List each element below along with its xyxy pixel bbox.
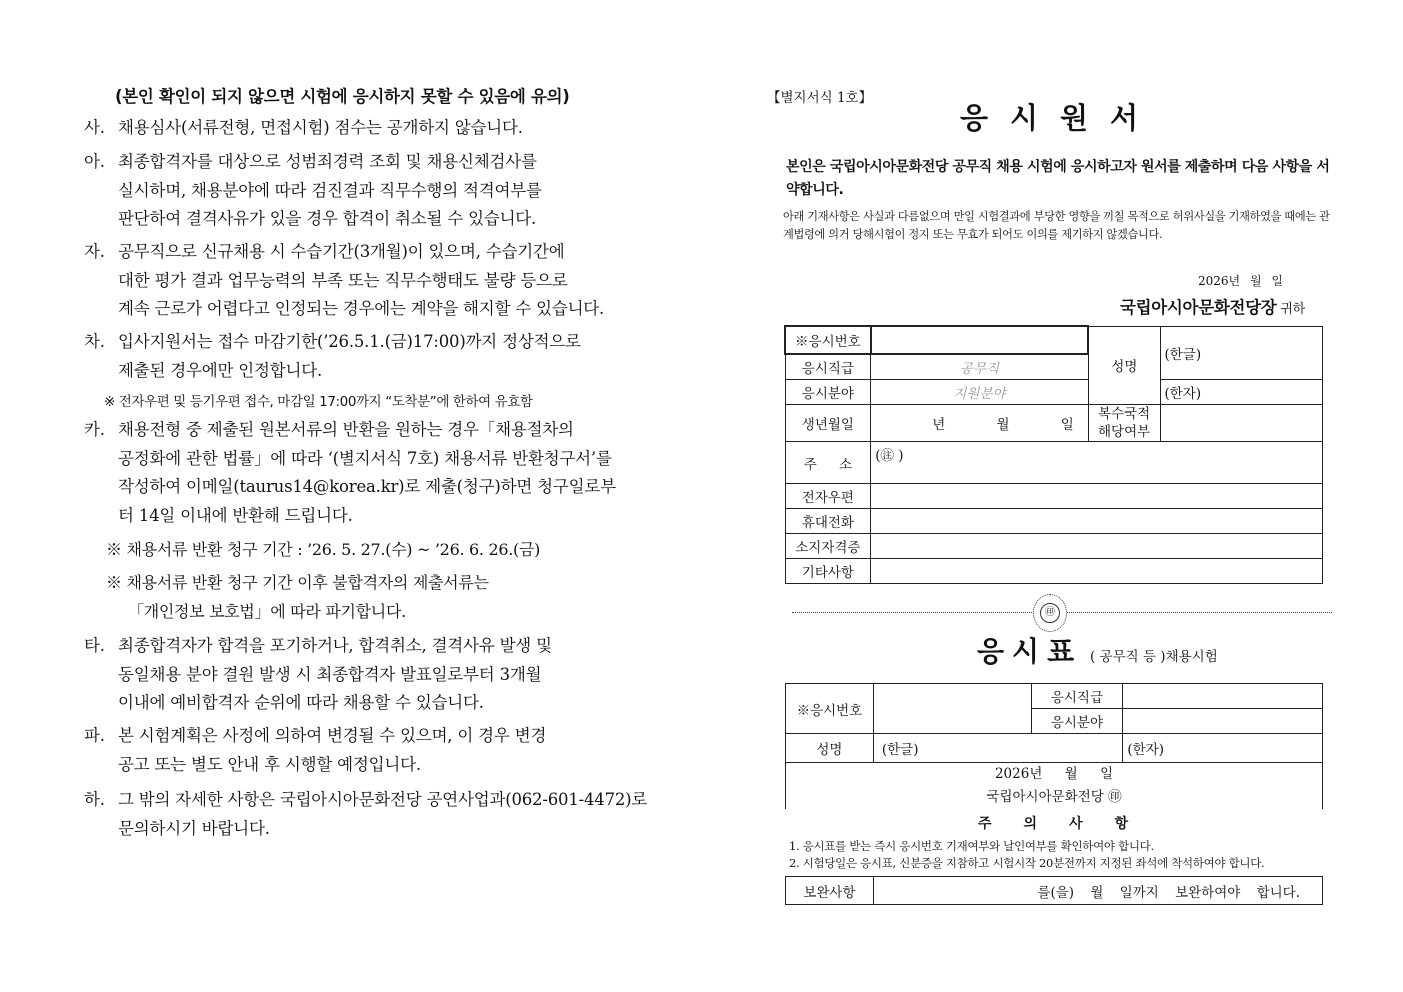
pledge-statement: 본인은 국립아시아문화전당 공무직 채용 시험에 응시하고자 원서를 제출하며 다음 사항을 서약합니다. [786,159,1330,198]
item-line: 공정화에 관한 법률」에 따라 ‘(별지서식 7호) 채용서류 반환청구서’를 [118,448,612,468]
field-label: 응시분야 [785,380,871,405]
item-marker: 카. [84,420,105,439]
ticket-exam-no-label: ※응시번호 [786,684,874,734]
item-line: 대한 평가 결과 업무능력의 부족 또는 직무수행태도 불량 등으로 [118,270,568,290]
ticket-job-grade-field[interactable] [1123,684,1323,709]
birth-year: 년 [932,417,946,433]
address-field[interactable] [871,442,1323,484]
pledge-text: 아래 기재사항은 사실과 다름없으며 만일 시험결과에 부당한 영향을 끼칠 목적으로 허위사실을 기재하였을 때에는 관계법령에 의거 당해시험이 정지 또는 무효가 되어도 이의를 제기하지 않겠습니다. [783,210,1330,241]
seal-mark [1033,594,1067,632]
email-field[interactable] [871,484,1323,509]
supplement-field[interactable]: 를(을) 월 일까지 보완하여야 합니다. [873,877,1322,905]
birth-month: 월 [996,417,1010,433]
item-line: 입사지원서는 접수 마감기한(’26.5.1.(금)17:00)까지 정상적으로 [118,332,581,351]
certificate-label: 소지자격증 [785,534,871,559]
ticket-issue-cell [786,763,1323,810]
item-line: 최종합격자를 대상으로 성범죄경력 조회 및 채용신체검사를 [118,152,537,171]
item-marker: 사. [84,118,105,137]
destroy-note: 「개인정보 보호법」에 따라 파기합니다. [128,602,406,621]
item-line: 실시하며, 채용분야에 따라 검진결과 직무수행의 적격여부를 [118,180,542,200]
seal-icon: ㊞ [1040,603,1060,623]
application-title: 응시원서 [960,101,1161,135]
destroy-note: ※ 채용서류 반환 청구 기간 이후 불합격자의 제출서류는 [106,573,489,592]
list-item [84,722,639,779]
job-grade-label: 응시직급 [785,354,871,380]
ticket-name-label: 성명 [786,734,874,763]
ticket-name-hanja-field[interactable]: (한자) [1123,734,1323,763]
ticket-exam-no-field[interactable] [873,684,1031,734]
job-grade-field[interactable]: 공무직 [871,354,1088,380]
form-number: 【별지서식 1호】 [767,90,873,106]
list-item [84,416,639,530]
ticket-job-grade-label: 응시직급 [1031,684,1123,709]
notice-item: 1. 응시표를 받는 즉시 응시번호 기재여부와 날인여부를 확인하여야 합니다. [789,839,1154,853]
notice-item: 2. 시험당일은 응시표, 신분증을 지참하고 시험시작 20분전까지 지정된 좌석에 착석하여야 합니다. [789,856,1265,870]
ticket-field-field[interactable] [1123,709,1323,734]
item-line: 공고 또는 별도 안내 후 시행할 예정입니다. [118,754,421,774]
ticket-title: 응시표 [977,635,1083,668]
email-label: 전자우편 [785,484,871,509]
item-line: 공무직으로 신규채용 시 수습기간(3개월)이 있으며, 수습기간에 [118,242,565,261]
item-marker: 아. [84,152,105,171]
list-item [84,238,639,324]
birth-day: 일 [1060,417,1074,433]
certificate-field[interactable] [871,534,1323,559]
item-line: 터 14일 이내에 반환해 드립니다. [118,505,353,525]
supplement-label: 보완사항 [786,877,874,905]
list-item [84,632,639,718]
addressee [1120,294,1305,318]
item-marker: 파. [84,726,105,745]
other-label: 기타사항 [785,559,871,584]
item-line: 그 밖의 자세한 사항은 국립아시아문화전당 공연사업과(062-601-4472)로 [118,790,648,809]
item-line: 채용전형 중 제출된 원본서류의 반환을 원하는 경우「채용절차의 [118,420,574,439]
field-field[interactable]: 지원분야 [871,380,1088,405]
dual-nationality-label: 복수국적 해당여부 [1088,405,1160,442]
ticket-issuer: 국립아시아문화전당 ㊞ [986,789,1122,805]
dual-nationality-field[interactable] [1160,405,1323,442]
item-line: 판단하여 결격사유가 있을 경우 합격이 취소될 수 있습니다. [118,209,537,228]
mobile-field[interactable] [871,509,1323,534]
application-table [784,325,1323,584]
list-item [84,114,639,143]
identity-note: (본인 확인이 되지 않으면 시험에 응시하지 못할 수 있음에 유의) [115,87,570,106]
ticket-table [785,683,1323,809]
ticket-date: 2026년 월 일 [994,766,1114,782]
name-hanja-field[interactable]: (한자) [1160,380,1323,405]
birth-field[interactable] [871,405,1088,442]
item-line: 본 시험계획은 사정에 의하여 변경될 수 있으며, 이 경우 변경 [118,726,547,745]
exam-no-field[interactable] [871,326,1088,354]
name-korean-field[interactable]: (한글) [1160,326,1323,380]
return-period: ※ 채용서류 반환 청구 기간 : ’26. 5. 27.(수) ~ ’26. 6. 26.(금) [106,540,541,559]
item-line: 작성하여 이메일(taurus14@korea.kr)로 제출(청구)하면 청구일로부 [118,477,616,496]
item-marker: 차. [84,332,105,351]
application-date: 2026년 월 일 [1198,274,1283,288]
birth-label: 생년월일 [785,405,871,442]
item-line: 제출된 경우에만 인정합니다. [118,360,323,380]
ticket-subtitle: ( 공무직 등 )채용시험 [1090,649,1218,665]
other-field[interactable] [871,559,1323,584]
ticket-name-korean-field[interactable]: (한글) [873,734,1123,763]
item-marker: 자. [84,242,105,261]
notice-title: 주의사항 [978,816,1161,832]
list-item [84,148,639,234]
item-line: 이내에 예비합격자 순위에 따라 채용할 수 있습니다. [118,693,484,712]
item-line: 최종합격자가 합격을 포기하거나, 합격취소, 결격사유 발생 및 [118,636,552,655]
address-label: 주 소 [785,442,871,484]
addressee-name: 국립아시아문화전당장 [1120,298,1277,317]
list-item [84,786,648,843]
item-marker: 타. [84,636,105,655]
post-note: ※ 전자우편 및 등기우편 접수, 마감일 17:00까지 “도착분”에 한하여 유효함 [104,394,533,410]
exam-no-label: ※응시번호 [785,326,871,354]
item-marker: 하. [84,790,105,809]
supplement-table [785,876,1323,905]
address-value: (㊟ ) [875,448,904,464]
mobile-label: 휴대전화 [785,509,871,534]
ticket-field-label: 응시분야 [1031,709,1123,734]
addressee-suffix: 귀하 [1280,302,1305,317]
item-line: 문의하시기 바랍니다. [118,818,270,838]
item-line: 채용심사(서류전형, 면접시험) 점수는 공개하지 않습니다. [118,118,523,137]
name-label: 성명 [1088,326,1160,405]
list-item [84,328,639,385]
item-line: 동일채용 분야 결원 발생 시 최종합격자 발표일로부터 3개월 [118,664,542,684]
item-line: 계속 근로가 어렵다고 인정되는 경우에는 계약을 해지할 수 있습니다. [118,299,605,318]
